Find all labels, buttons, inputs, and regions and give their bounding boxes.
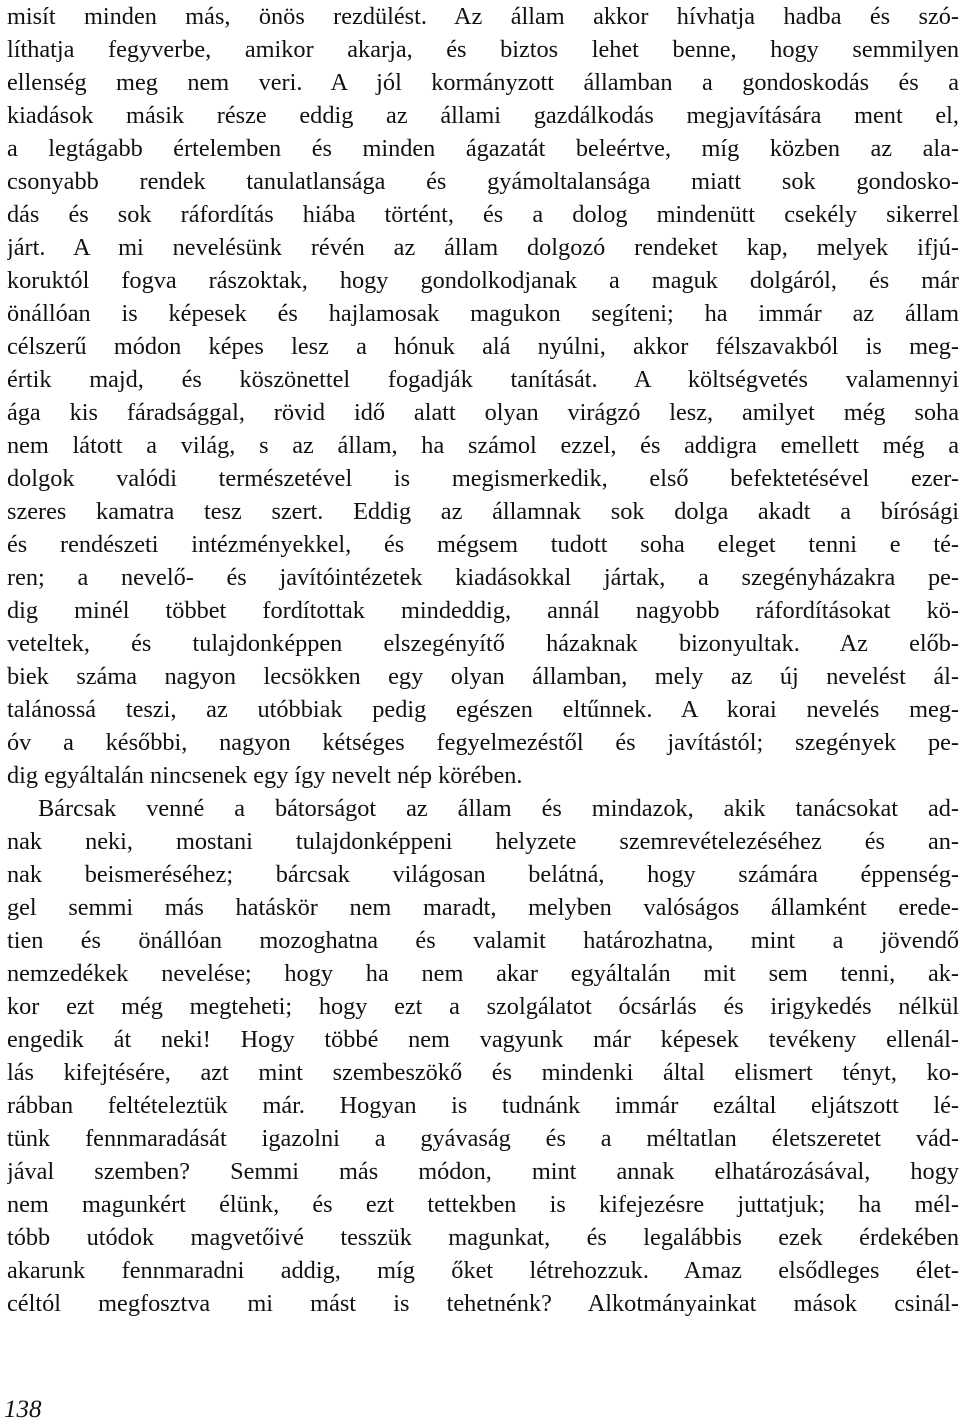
text-line: gel semmi más hatáskör nem maradt, melyben valóságos államként erede- [7,894,959,921]
text-line: nem látott a világ, s az állam, ha számol ezzel, és addigra emellett még a [7,432,959,459]
text-line: ren; a nevelő- és javítóintézetek kiadásokkal jártak, a szegényházakra pe- [7,564,959,591]
text-line: biek száma nagyon lecsökken egy olyan államban, mely az új nevelést ál- [7,663,959,690]
text-line: Bárcsak venné a bátorságot az állam és mindazok, akik tanácsokat ad- [38,795,959,822]
text-line: rábban feltételeztük már. Hogyan is tudnánk immár ezáltal eljátszott lé- [7,1092,959,1119]
text-line: nem magunkért élünk, és ezt tettekben is kifejezésre juttatjuk; ha mél- [7,1191,959,1218]
text-line: óv a későbbi, nagyon kétséges fegyelmezéstől és javítástól; szegények pe- [7,729,959,756]
text-line: líthatja fegyverbe, amikor akarja, és biztos lehet benne, hogy semmilyen [7,36,959,63]
text-line: dás és sok ráfordítás hiába történt, és a dolog mindenütt csekély sikerrel [7,201,959,228]
text-line: koruktól fogva rászoktak, hogy gondolkodjanak a maguk dolgáról, és már [7,267,959,294]
paragraph-2 [7,792,959,1320]
text-line: akarunk fennmaradni addig, míg őket létrehozzuk. Amaz elsődleges élet- [7,1257,959,1284]
text-line: ága kis fáradsággal, rövid idő alatt olyan virágzó lesz, amilyet még soha [7,399,959,426]
text-line: szeres kamatra tesz szert. Eddig az államnak sok dolga akadt a bírósági [7,498,959,525]
text-line: tünk fennmaradását igazolni a gyávaság és a méltatlan életszeretet vád- [7,1125,959,1152]
text-line: tóbb utódok magvetőivé tesszük magunkat, és legalábbis ezek érdekében [7,1224,959,1251]
text-line: dig egyáltalán nincsenek egy így nevelt nép körében. [7,762,523,789]
text-line: dig minél többet fordítottak mindeddig, annál nagyobb ráfordításokat kö- [7,597,959,624]
text-line: nak neki, mostani tulajdonképpeni helyzete szemrevételezéséhez és an- [7,828,959,855]
text-line: és rendészeti intézményekkel, és mégsem tudott soha eleget tenni e té- [7,531,959,558]
book-page [7,0,959,1320]
page-number: 138 [4,1396,42,1423]
text-line: lás kifejtésére, azt mint szembeszökő és mindenki által elismert tényt, ko- [7,1059,959,1086]
text-line: csonyabb rendek tanulatlansága és gyámoltalansága miatt sok gondosko- [7,168,959,195]
text-line: értik majd, és köszönettel fogadják tanítását. A költségvetés valamennyi [7,366,959,393]
text-line: veteltek, és tulajdonképpen elszegényítő házaknak bizonyultak. Az előb- [7,630,959,657]
text-line: a legtágabb értelemben és minden ágazatát beleértve, míg közben az ala- [7,135,959,162]
text-line: céltól megfosztva mi mást is tehetnénk? Alkotmányainkat mások csinál- [7,1290,959,1317]
text-line: nak beismeréséhez; bárcsak világosan belátná, hogy számára éppenség- [7,861,959,888]
text-line: misít minden más, önös rezdülést. Az állam akkor hívhatja hadba és szó- [7,3,959,30]
text-line: tien és önállóan mozoghatna és valamit határozhatna, mint a jövendő [7,927,959,954]
text-line: jával szemben? Semmi más módon, mint annak elhatározásával, hogy [7,1158,959,1185]
text-line: kiadások másik része eddig az állami gazdálkodás megjavítására ment el, [7,102,959,129]
text-line: kor ezt még megteheti; hogy ezt a szolgálatot ócsárlás és irigykedés nélkül [7,993,959,1020]
text-line: önállóan is képesek és hajlamosak magukon segíteni; ha immár az állam [7,300,959,327]
text-line: engedik át neki! Hogy többé nem vagyunk már képesek tevékeny ellenál- [7,1026,959,1053]
text-line: járt. A mi nevelésünk révén az állam dolgozó rendeket kap, melyek ifjú- [7,234,959,261]
text-line: talánossá teszi, az utóbbiak pedig egészen eltűnnek. A korai nevelés meg- [7,696,959,723]
paragraph-1 [7,0,959,792]
text-line: ellenség meg nem veri. A jól kormányzott államban a gondoskodás és a [7,69,959,96]
text-line: célszerű módon képes lesz a hónuk alá nyúlni, akkor félszavakból is meg- [7,333,959,360]
text-line: nemzedékek nevelése; hogy ha nem akar egyáltalán mit sem tenni, ak- [7,960,959,987]
text-line: dolgok valódi természetével is megismerkedik, első befektetésével ezer- [7,465,959,492]
